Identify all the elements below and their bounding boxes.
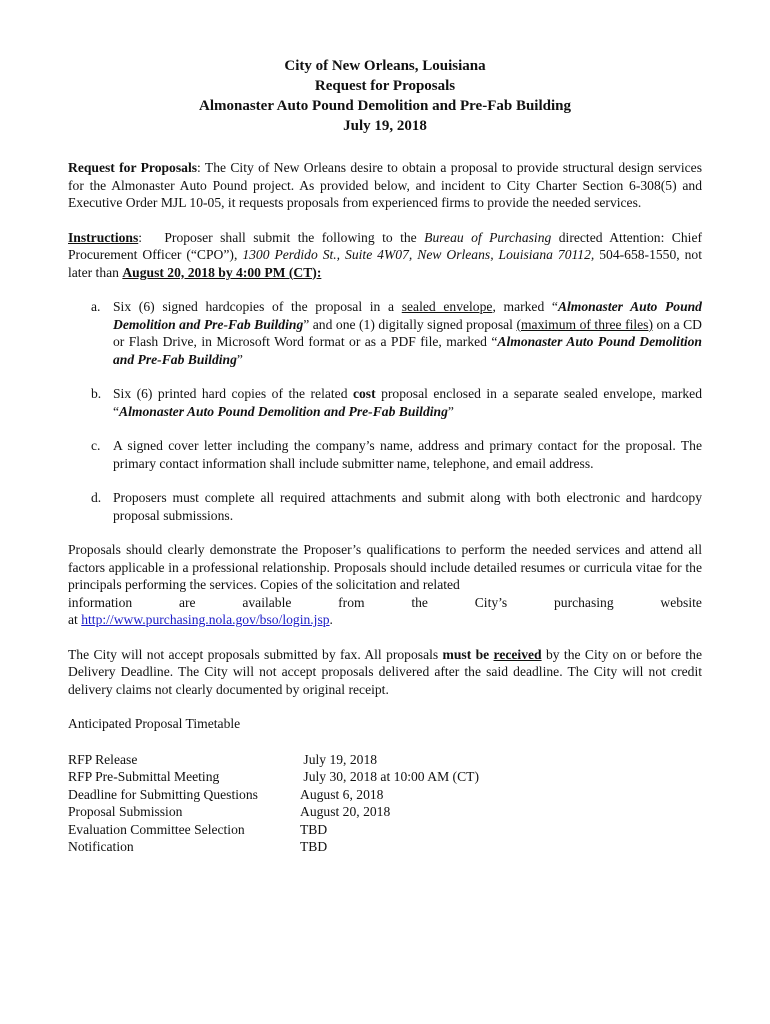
fax-policy-paragraph: The City will not accept proposals submitted by fax. All proposals must be received by the City on or before the Delivery Deadline. The City will not accept proposals delivered after the said deadline. The City will not credit delivery claims not clearly documented by original receipt. [68,646,702,697]
list-item: b. Six (6) printed hard copies of the related cost proposal enclosed in a separate sealed envelope, marked “Almonaster Auto Pound Demolition and Pre-Fab Building” [91,386,702,419]
timetable [68,751,702,857]
title-project: Almonaster Auto Pound Demolition and Pre-Fab Building [199,98,571,114]
instructions-label: Instructions [68,229,139,245]
qualifications-paragraph: Proposals should clearly demonstrate the Proposer’s qualifications to perform the needed services and attend all factors applicable in a professional relationship. Proposals should include detailed resumes or curricula vitae for the principals performing the services. Copies of the solicitation and related information are available from the City’s purchasing website at http://www.purchasing.nola.gov/bso/login.jsp. [68,542,702,627]
list-item: d. Proposers must complete all required attachments and submit along with both electronic and hardcopy proposal submissions. [91,490,702,523]
document-page [68,56,702,856]
title-date: July 19, 2018 [343,118,427,134]
timetable-heading: Anticipated Proposal Timetable [68,716,241,731]
cpo-address: 1300 Perdido St., Suite 4W07, New Orleans, Louisiana 70112, [242,247,595,262]
title-city: City of New Orleans, Louisiana [284,58,486,74]
timetable-row: Evaluation Committee Selection TBD [68,821,328,837]
timetable-row: RFP Pre-Submittal Meeting July 30, 2018 at 10:00 AM (CT) [68,769,479,785]
document-title [68,56,702,136]
request-label: Request for Proposals [68,160,198,175]
timetable-row: Deadline for Submitting Questions August 6, 2018 [68,786,384,802]
title-rfp: Request for Proposals [314,78,456,94]
timetable-row: Proposal Submission August 20, 2018 [68,804,391,820]
timetable-row: Notification TBD [68,839,328,855]
timetable-row: RFP Release July 19, 2018 [68,751,378,767]
list-item: c. A signed cover letter including the company’s name, address and primary contact for the proposal. The primary contact information shall include submitter name, telephone, and email address. [91,438,702,471]
bureau-name: Bureau of Purchasing [424,229,552,245]
submission-deadline: August 20, 2018 by 4:00 PM (CT): [122,264,322,280]
purchasing-website-link[interactable]: http://www.purchasing.nola.gov/bso/login.jsp [81,612,330,627]
request-text: The City of New Orleans desire to obtain a proposal to provide structural design services for the Almonaster Auto Pound project. As provided below, and incident to City Charter Section 6-308(5) and Executive Order MJL 10-05, it requests proposals from experienced firms to provide the needed services. [68,160,702,210]
submission-requirements-list [68,298,702,524]
instructions-paragraph: Instructions: Proposer shall submit the following to the Bureau of Purchasing directed Attention: Chief Procurement Officer (“CPO”), 1300 Perdido St., Suite 4W07, New Orleans, Louisiana 70112, 504-658-1550, not later than August 20, 2018 by 4:00 PM (CT): [68,229,702,280]
list-item: a. Six (6) signed hardcopies of the proposal in a sealed envelope, marked “Almonaster Auto Pound Demolition and Pre-Fab Building” and one (1) digitally signed proposal (maximum of three files) on a CD or Flash Drive, in Microsoft Word format or as a PDF file, marked “Almonaster Auto Pound Demolition and Pre-Fab Building” [91,299,703,367]
request-paragraph: Request for Proposals: The City of New Orleans desire to obtain a proposal to provide structural design services for the Almonaster Auto Pound project. As provided below, and incident to City Charter Section 6-308(5) and Executive Order MJL 10-05, it requests proposals from experienced firms to provide the needed services. [68,160,702,210]
